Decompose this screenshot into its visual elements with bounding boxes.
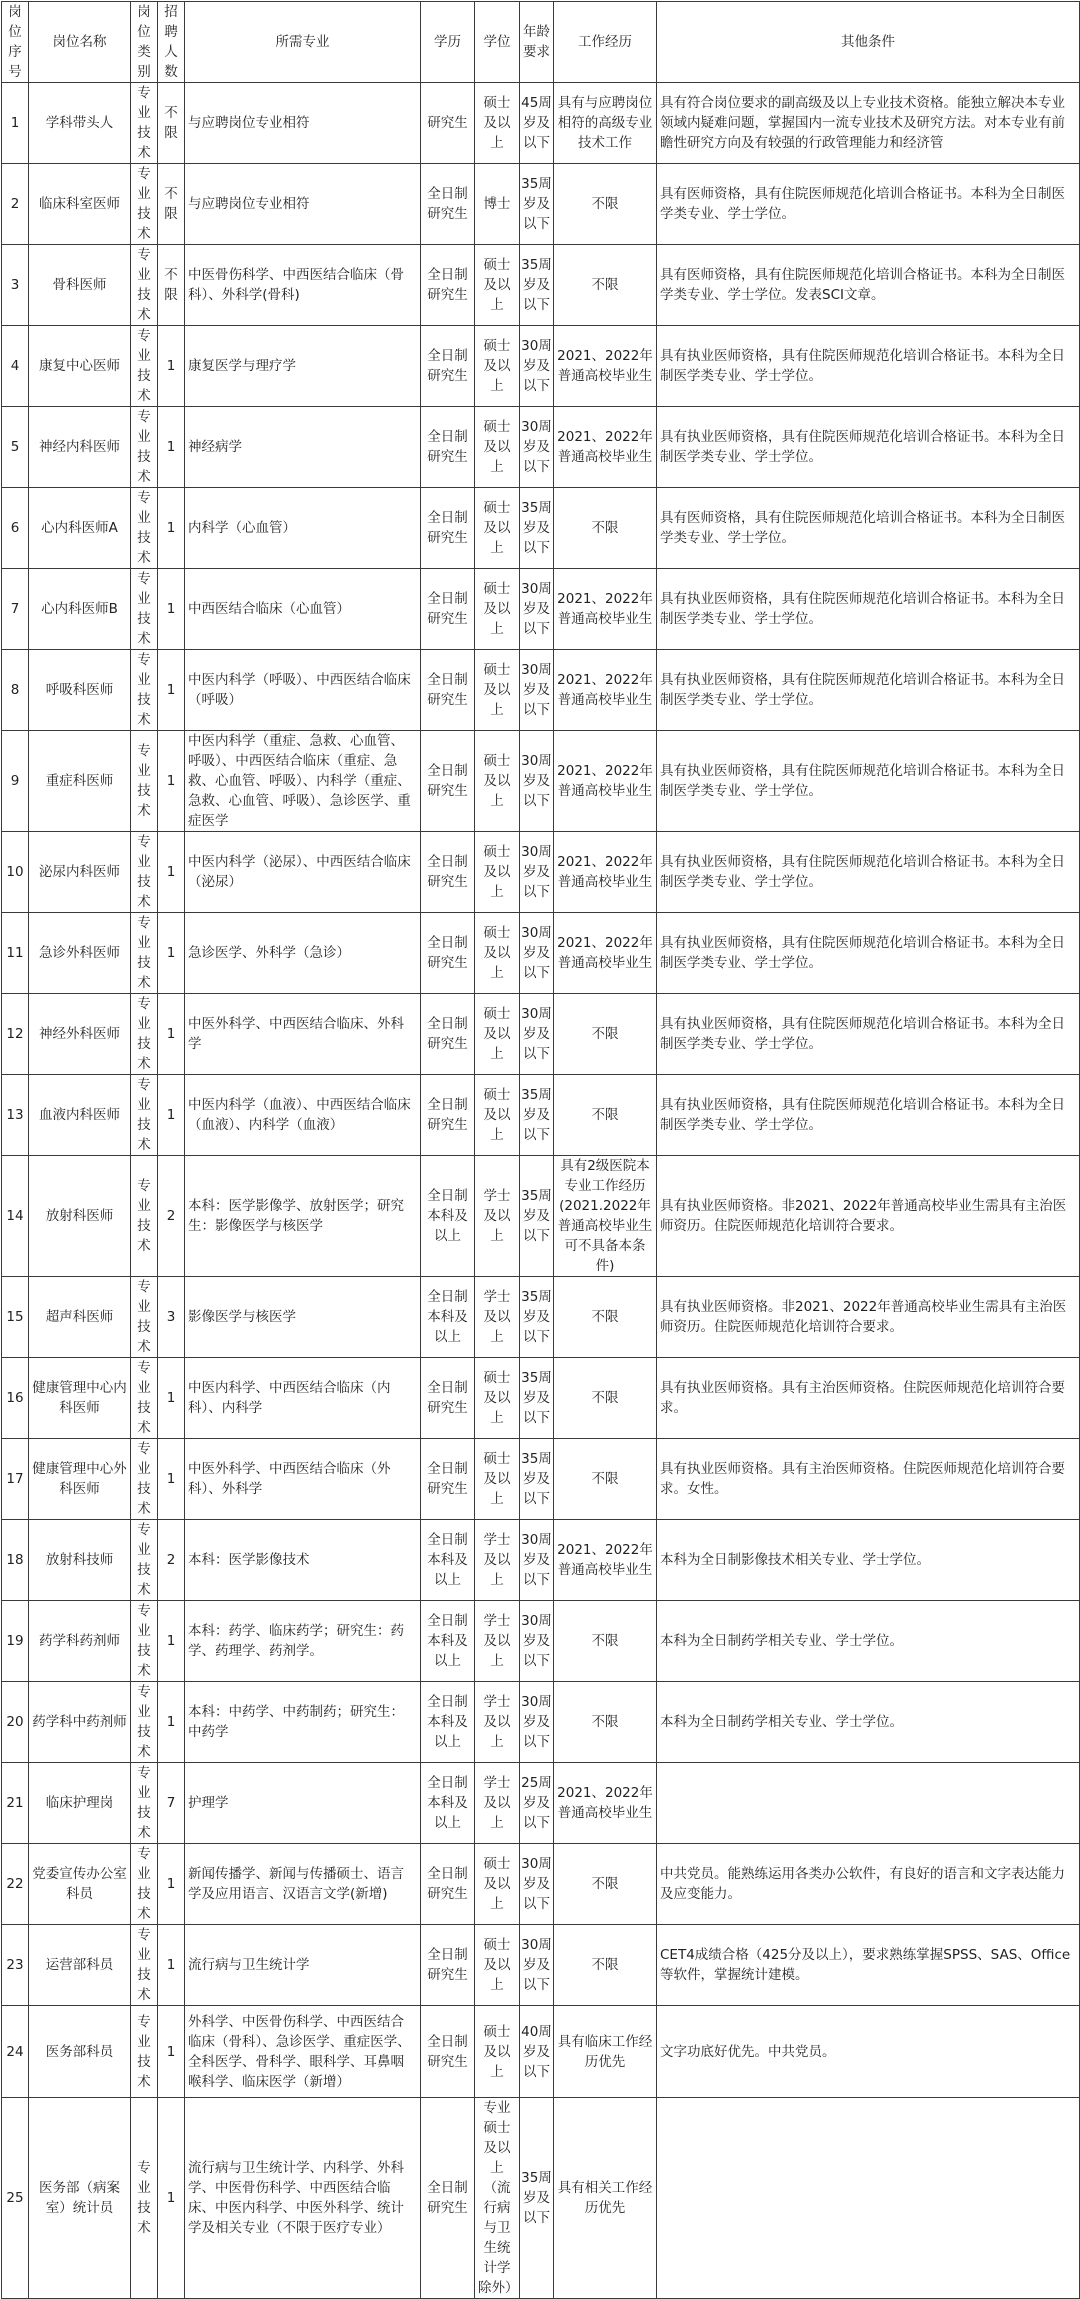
cell-no: 20 [2, 1682, 29, 1763]
cell-category: 专业技术 [131, 407, 158, 488]
cell-major: 中医内科学（血液）、中西医结合临床（血液）、内科学（血液） [185, 1075, 421, 1156]
table-row [2, 1844, 1080, 1925]
header-cell-count: 招聘人数 [158, 2, 185, 83]
cell-no: 5 [2, 407, 29, 488]
cell-name: 运营部科员 [29, 1925, 131, 2006]
cell-major: 中医骨伤科学、中西医结合临床（骨科）、外科学(骨科) [185, 245, 421, 326]
cell-age: 30周岁及以下 [520, 731, 554, 832]
cell-degree: 专业硕士及以上（流行病与卫生统计学除外） [475, 2098, 520, 2299]
cell-major: 本科：药学、临床药学；研究生：药学、药理学、药剂学。 [185, 1601, 421, 1682]
cell-degree: 硕士及以上 [475, 2006, 520, 2098]
cell-education: 全日制研究生 [421, 488, 475, 569]
cell-degree: 硕士及以上 [475, 407, 520, 488]
table-row [2, 913, 1080, 994]
cell-age: 30周岁及以下 [520, 1520, 554, 1601]
table-row [2, 569, 1080, 650]
cell-age: 35周岁及以下 [520, 488, 554, 569]
cell-other: 具有执业医师资格，具有住院医师规范化培训合格证书。本科为全日制医学类专业、学士学位。 [657, 832, 1080, 913]
cell-major: 急诊医学、外科学（急诊） [185, 913, 421, 994]
cell-degree: 硕士及以上 [475, 83, 520, 164]
cell-major: 中医内科学（呼吸）、中西医结合临床（呼吸） [185, 650, 421, 731]
table-row [2, 1358, 1080, 1439]
table-row [2, 1925, 1080, 2006]
cell-category: 专业技术 [131, 1763, 158, 1844]
table-row [2, 1763, 1080, 1844]
header-cell-education: 学历 [421, 2, 475, 83]
cell-count: 2 [158, 1156, 185, 1277]
cell-education: 全日制研究生 [421, 1358, 475, 1439]
cell-age: 35周岁及以下 [520, 1075, 554, 1156]
cell-count: 不限 [158, 83, 185, 164]
cell-count: 1 [158, 994, 185, 1075]
cell-experience: 2021、2022年普通高校毕业生 [554, 913, 657, 994]
cell-major: 本科：医学影像技术 [185, 1520, 421, 1601]
cell-degree: 硕士及以上 [475, 1844, 520, 1925]
cell-major: 影像医学与核医学 [185, 1277, 421, 1358]
cell-count: 1 [158, 1682, 185, 1763]
cell-other: 具有执业医师资格，具有住院医师规范化培训合格证书。本科为全日制医学类专业、学士学位。 [657, 650, 1080, 731]
cell-count: 1 [158, 407, 185, 488]
cell-count: 1 [158, 1844, 185, 1925]
cell-major: 本科：医学影像学、放射医学；研究生：影像医学与核医学 [185, 1156, 421, 1277]
cell-age: 25周岁及以下 [520, 1763, 554, 1844]
cell-category: 专业技术 [131, 1601, 158, 1682]
cell-degree: 硕士及以上 [475, 832, 520, 913]
cell-no: 14 [2, 1156, 29, 1277]
cell-other: 文字功底好优先。中共党员。 [657, 2006, 1080, 2098]
table-row [2, 832, 1080, 913]
cell-name: 重症科医师 [29, 731, 131, 832]
cell-name: 药学科药剂师 [29, 1601, 131, 1682]
cell-major: 护理学 [185, 1763, 421, 1844]
cell-age: 30周岁及以下 [520, 650, 554, 731]
table-header-row [2, 2, 1080, 83]
cell-name: 健康管理中心外科医师 [29, 1439, 131, 1520]
cell-degree: 学士及以上 [475, 1763, 520, 1844]
cell-no: 16 [2, 1358, 29, 1439]
cell-count: 1 [158, 1925, 185, 2006]
cell-age: 30周岁及以下 [520, 994, 554, 1075]
cell-major: 康复医学与理疗学 [185, 326, 421, 407]
cell-major: 中医外科学、中西医结合临床、外科学 [185, 994, 421, 1075]
cell-age: 35周岁及以下 [520, 1358, 554, 1439]
table-row [2, 1156, 1080, 1277]
cell-other: 具有执业医师资格，具有住院医师规范化培训合格证书。本科为全日制医学类专业、学士学位。 [657, 407, 1080, 488]
cell-degree: 硕士及以上 [475, 488, 520, 569]
cell-count: 1 [158, 1358, 185, 1439]
cell-age: 35周岁及以下 [520, 245, 554, 326]
table-row [2, 488, 1080, 569]
cell-age: 30周岁及以下 [520, 407, 554, 488]
cell-name: 康复中心医师 [29, 326, 131, 407]
cell-count: 3 [158, 1277, 185, 1358]
cell-other: 具有执业医师资格。非2021、2022年普通高校毕业生需具有主治医师资历。住院医师规范化培训符合要求。 [657, 1156, 1080, 1277]
cell-category: 专业技术 [131, 164, 158, 245]
cell-count: 1 [158, 569, 185, 650]
cell-other: 具有符合岗位要求的副高级及以上专业技术资格。能独立解决本专业领域内疑难问题，掌握国内一流专业技术及研究方法。对本专业有前瞻性研究方向及有较强的行政管理能力和经济管 [657, 83, 1080, 164]
table-row [2, 2006, 1080, 2098]
cell-experience: 不限 [554, 1925, 657, 2006]
cell-name: 骨科医师 [29, 245, 131, 326]
cell-category: 专业技术 [131, 245, 158, 326]
cell-other: 具有执业医师资格，具有住院医师规范化培训合格证书。本科为全日制医学类专业、学士学位。 [657, 569, 1080, 650]
cell-degree: 硕士及以上 [475, 569, 520, 650]
cell-category: 专业技术 [131, 1277, 158, 1358]
cell-other: 具有医师资格，具有住院医师规范化培训合格证书。本科为全日制医学类专业、学士学位。 [657, 488, 1080, 569]
cell-other: 具有执业医师资格，具有住院医师规范化培训合格证书。本科为全日制医学类专业、学士学位。 [657, 731, 1080, 832]
cell-category: 专业技术 [131, 1682, 158, 1763]
cell-no: 25 [2, 2098, 29, 2299]
header-cell-category: 岗位类别 [131, 2, 158, 83]
cell-no: 3 [2, 245, 29, 326]
table-row [2, 994, 1080, 1075]
table-row [2, 1277, 1080, 1358]
cell-count: 1 [158, 650, 185, 731]
cell-experience: 2021、2022年普通高校毕业生 [554, 832, 657, 913]
header-cell-no: 岗位序号 [2, 2, 29, 83]
table-row [2, 1439, 1080, 1520]
cell-experience: 不限 [554, 1601, 657, 1682]
cell-age: 30周岁及以下 [520, 1844, 554, 1925]
cell-degree: 学士及以上 [475, 1520, 520, 1601]
cell-no: 17 [2, 1439, 29, 1520]
cell-age: 35周岁及以下 [520, 1277, 554, 1358]
cell-category: 专业技术 [131, 569, 158, 650]
header-cell-other: 其他条件 [657, 2, 1080, 83]
cell-experience: 具有临床工作经历优先 [554, 2006, 657, 2098]
cell-other: 具有执业医师资格。非2021、2022年普通高校毕业生需具有主治医师资历。住院医师规范化培训符合要求。 [657, 1277, 1080, 1358]
header-cell-major: 所需专业 [185, 2, 421, 83]
cell-education: 全日制研究生 [421, 1075, 475, 1156]
cell-category: 专业技术 [131, 1925, 158, 2006]
cell-education: 全日制本科及以上 [421, 1682, 475, 1763]
cell-degree: 硕士及以上 [475, 650, 520, 731]
cell-other: 具有执业医师资格，具有住院医师规范化培训合格证书。本科为全日制医学类专业、学士学位。 [657, 1075, 1080, 1156]
cell-education: 全日制研究生 [421, 650, 475, 731]
cell-category: 专业技术 [131, 1844, 158, 1925]
cell-age: 35周岁及以下 [520, 1439, 554, 1520]
cell-age: 30周岁及以下 [520, 1925, 554, 2006]
cell-no: 9 [2, 731, 29, 832]
cell-education: 全日制研究生 [421, 2006, 475, 2098]
cell-major: 与应聘岗位专业相符 [185, 83, 421, 164]
cell-name: 血液内科医师 [29, 1075, 131, 1156]
cell-age: 35周岁及以下 [520, 1156, 554, 1277]
cell-count: 1 [158, 2098, 185, 2299]
cell-category: 专业技术 [131, 913, 158, 994]
cell-degree: 硕士及以上 [475, 731, 520, 832]
cell-age: 30周岁及以下 [520, 913, 554, 994]
cell-name: 党委宣传办公室科员 [29, 1844, 131, 1925]
cell-no: 12 [2, 994, 29, 1075]
cell-education: 全日制研究生 [421, 326, 475, 407]
cell-age: 40周岁及以下 [520, 2006, 554, 2098]
cell-degree: 学士及以上 [475, 1277, 520, 1358]
cell-education: 研究生 [421, 83, 475, 164]
cell-no: 13 [2, 1075, 29, 1156]
cell-no: 15 [2, 1277, 29, 1358]
cell-major: 流行病与卫生统计学 [185, 1925, 421, 2006]
header-cell-age: 年龄要求 [520, 2, 554, 83]
header-cell-degree: 学位 [475, 2, 520, 83]
cell-count: 1 [158, 1439, 185, 1520]
cell-name: 心内科医师B [29, 569, 131, 650]
cell-degree: 硕士及以上 [475, 1925, 520, 2006]
cell-experience: 2021、2022年普通高校毕业生 [554, 407, 657, 488]
table-row [2, 1075, 1080, 1156]
cell-name: 药学科中药剂师 [29, 1682, 131, 1763]
cell-age: 30周岁及以下 [520, 832, 554, 913]
cell-name: 医务部科员 [29, 2006, 131, 2098]
cell-count: 2 [158, 1520, 185, 1601]
cell-no: 19 [2, 1601, 29, 1682]
cell-other: 具有执业医师资格，具有住院医师规范化培训合格证书。本科为全日制医学类专业、学士学位。 [657, 326, 1080, 407]
cell-experience: 2021、2022年普通高校毕业生 [554, 1763, 657, 1844]
cell-no: 6 [2, 488, 29, 569]
cell-degree: 硕士及以上 [475, 1439, 520, 1520]
cell-degree: 学士及以上 [475, 1601, 520, 1682]
cell-other [657, 2098, 1080, 2299]
cell-no: 8 [2, 650, 29, 731]
cell-category: 专业技术 [131, 2098, 158, 2299]
cell-no: 21 [2, 1763, 29, 1844]
cell-degree: 硕士及以上 [475, 913, 520, 994]
cell-name: 临床护理岗 [29, 1763, 131, 1844]
cell-category: 专业技术 [131, 83, 158, 164]
cell-experience: 不限 [554, 994, 657, 1075]
cell-other: 具有执业医师资格。具有主治医师资格。住院医师规范化培训符合要求。女性。 [657, 1439, 1080, 1520]
cell-name: 神经外科医师 [29, 994, 131, 1075]
cell-major: 中医内科学（重症、急救、心血管、呼吸）、中西医结合临床（重症、急救、心血管、呼吸）、内科学（重症、急救、心血管、呼吸）、急诊医学、重症医学 [185, 731, 421, 832]
cell-education: 全日制研究生 [421, 832, 475, 913]
cell-experience: 具有2级医院本专业工作经历(2021.2022年普通高校毕业生可不具备本条件) [554, 1156, 657, 1277]
cell-other: 本科为全日制药学相关专业、学士学位。 [657, 1601, 1080, 1682]
table-row [2, 245, 1080, 326]
table-row [2, 83, 1080, 164]
cell-no: 4 [2, 326, 29, 407]
cell-other: CET4成绩合格（425分及以上），要求熟练掌握SPSS、SAS、Office等软件，掌握统计建模。 [657, 1925, 1080, 2006]
cell-experience: 2021、2022年普通高校毕业生 [554, 1520, 657, 1601]
cell-age: 35周岁及以下 [520, 164, 554, 245]
cell-major: 中医内科学、中西医结合临床（内科）、内科学 [185, 1358, 421, 1439]
cell-degree: 学士及以上 [475, 1156, 520, 1277]
cell-major: 中西医结合临床（心血管） [185, 569, 421, 650]
cell-other: 具有医师资格，具有住院医师规范化培训合格证书。本科为全日制医学类专业、学士学位。 [657, 164, 1080, 245]
cell-age: 45周岁及以下 [520, 83, 554, 164]
cell-count: 7 [158, 1763, 185, 1844]
cell-education: 全日制研究生 [421, 245, 475, 326]
cell-name: 临床科室医师 [29, 164, 131, 245]
cell-other: 具有执业医师资格，具有住院医师规范化培训合格证书。本科为全日制医学类专业、学士学位。 [657, 913, 1080, 994]
cell-no: 10 [2, 832, 29, 913]
cell-degree: 硕士及以上 [475, 1358, 520, 1439]
cell-experience: 不限 [554, 1277, 657, 1358]
cell-education: 全日制研究生 [421, 994, 475, 1075]
table-row [2, 1601, 1080, 1682]
cell-degree: 学士及以上 [475, 1682, 520, 1763]
cell-degree: 硕士及以上 [475, 1075, 520, 1156]
cell-count: 1 [158, 326, 185, 407]
cell-experience: 不限 [554, 1682, 657, 1763]
cell-education: 全日制本科及以上 [421, 1520, 475, 1601]
cell-education: 全日制研究生 [421, 569, 475, 650]
cell-no: 1 [2, 83, 29, 164]
cell-name: 心内科医师A [29, 488, 131, 569]
cell-count: 1 [158, 1075, 185, 1156]
cell-count: 1 [158, 832, 185, 913]
cell-major: 中医内科学（泌尿）、中西医结合临床（泌尿） [185, 832, 421, 913]
cell-category: 专业技术 [131, 1075, 158, 1156]
cell-degree: 硕士及以上 [475, 326, 520, 407]
table-body [2, 83, 1080, 2299]
cell-other: 本科为全日制影像技术相关专业、学士学位。 [657, 1520, 1080, 1601]
cell-education: 全日制研究生 [421, 913, 475, 994]
cell-count: 1 [158, 913, 185, 994]
cell-major: 神经病学 [185, 407, 421, 488]
cell-experience: 不限 [554, 164, 657, 245]
cell-degree: 博士 [475, 164, 520, 245]
cell-experience: 不限 [554, 1358, 657, 1439]
table-row [2, 326, 1080, 407]
cell-count: 不限 [158, 245, 185, 326]
cell-count: 1 [158, 1601, 185, 1682]
cell-category: 专业技术 [131, 1439, 158, 1520]
cell-name: 放射科技师 [29, 1520, 131, 1601]
cell-education: 全日制研究生 [421, 2098, 475, 2299]
cell-count: 1 [158, 2006, 185, 2098]
table-row [2, 407, 1080, 488]
cell-major: 新闻传播学、新闻与传播硕士、语言学及应用语言、汉语言文学(新增) [185, 1844, 421, 1925]
cell-age: 30周岁及以下 [520, 1601, 554, 1682]
cell-no: 18 [2, 1520, 29, 1601]
cell-age: 30周岁及以下 [520, 569, 554, 650]
cell-name: 泌尿内科医师 [29, 832, 131, 913]
cell-no: 11 [2, 913, 29, 994]
cell-name: 神经内科医师 [29, 407, 131, 488]
cell-category: 专业技术 [131, 650, 158, 731]
cell-degree: 硕士及以上 [475, 994, 520, 1075]
cell-education: 全日制本科及以上 [421, 1763, 475, 1844]
cell-education: 全日制本科及以上 [421, 1277, 475, 1358]
cell-name: 超声科医师 [29, 1277, 131, 1358]
cell-category: 专业技术 [131, 1520, 158, 1601]
cell-count: 1 [158, 731, 185, 832]
cell-education: 全日制研究生 [421, 1439, 475, 1520]
cell-category: 专业技术 [131, 832, 158, 913]
cell-education: 全日制研究生 [421, 731, 475, 832]
cell-name: 医务部（病案室）统计员 [29, 2098, 131, 2299]
cell-education: 全日制研究生 [421, 1925, 475, 2006]
table-row [2, 1682, 1080, 1763]
cell-name: 放射科医师 [29, 1156, 131, 1277]
cell-major: 与应聘岗位专业相符 [185, 164, 421, 245]
cell-experience: 不限 [554, 488, 657, 569]
cell-name: 呼吸科医师 [29, 650, 131, 731]
cell-major: 中医外科学、中西医结合临床（外科）、外科学 [185, 1439, 421, 1520]
cell-education: 全日制研究生 [421, 407, 475, 488]
cell-experience: 2021、2022年普通高校毕业生 [554, 569, 657, 650]
cell-major: 本科：中药学、中药制药；研究生：中药学 [185, 1682, 421, 1763]
cell-no: 23 [2, 1925, 29, 2006]
table-row [2, 1520, 1080, 1601]
cell-experience: 具有与应聘岗位相符的高级专业技术工作 [554, 83, 657, 164]
cell-other: 具有医师资格，具有住院医师规范化培训合格证书。本科为全日制医学类专业、学士学位。发表SCI文章。 [657, 245, 1080, 326]
cell-experience: 不限 [554, 1439, 657, 1520]
cell-age: 35周岁及以下 [520, 2098, 554, 2299]
cell-education: 全日制本科及以上 [421, 1156, 475, 1277]
cell-experience: 具有相关工作经历优先 [554, 2098, 657, 2299]
cell-other: 本科为全日制药学相关专业、学士学位。 [657, 1682, 1080, 1763]
cell-no: 22 [2, 1844, 29, 1925]
cell-age: 30周岁及以下 [520, 326, 554, 407]
table-row [2, 650, 1080, 731]
cell-category: 专业技术 [131, 994, 158, 1075]
cell-other: 具有执业医师资格。具有主治医师资格。住院医师规范化培训符合要求。 [657, 1358, 1080, 1439]
header-cell-name: 岗位名称 [29, 2, 131, 83]
cell-experience: 2021、2022年普通高校毕业生 [554, 731, 657, 832]
cell-category: 专业技术 [131, 488, 158, 569]
cell-other: 具有执业医师资格，具有住院医师规范化培训合格证书。本科为全日制医学类专业、学士学位。 [657, 994, 1080, 1075]
cell-name: 学科带头人 [29, 83, 131, 164]
cell-category: 专业技术 [131, 2006, 158, 2098]
table-row [2, 2098, 1080, 2299]
cell-major: 外科学、中医骨伤科学、中西医结合临床（骨科）、急诊医学、重症医学、全科医学、骨科学、眼科学、耳鼻咽喉科学、临床医学（新增） [185, 2006, 421, 2098]
cell-major: 内科学（心血管） [185, 488, 421, 569]
recruitment-table [1, 1, 1080, 2299]
cell-education: 全日制研究生 [421, 164, 475, 245]
cell-category: 专业技术 [131, 1358, 158, 1439]
cell-experience: 2021、2022年普通高校毕业生 [554, 326, 657, 407]
cell-count: 1 [158, 488, 185, 569]
table-row [2, 731, 1080, 832]
cell-experience: 2021、2022年普通高校毕业生 [554, 650, 657, 731]
cell-name: 急诊外科医师 [29, 913, 131, 994]
table-row [2, 164, 1080, 245]
cell-no: 7 [2, 569, 29, 650]
header-cell-experience: 工作经历 [554, 2, 657, 83]
cell-degree: 硕士及以上 [475, 245, 520, 326]
cell-category: 专业技术 [131, 326, 158, 407]
cell-experience: 不限 [554, 245, 657, 326]
cell-category: 专业技术 [131, 731, 158, 832]
cell-experience: 不限 [554, 1075, 657, 1156]
cell-age: 30周岁及以下 [520, 1682, 554, 1763]
cell-other: 中共党员。能熟练运用各类办公软件，有良好的语言和文字表达能力及应变能力。 [657, 1844, 1080, 1925]
cell-other [657, 1763, 1080, 1844]
cell-no: 2 [2, 164, 29, 245]
cell-experience: 不限 [554, 1844, 657, 1925]
cell-major: 流行病与卫生统计学、内科学、外科学、中医骨伤科学、中西医结合临床、中医内科学、中医外科学、统计学及相关专业（不限于医疗专业） [185, 2098, 421, 2299]
cell-no: 24 [2, 2006, 29, 2098]
cell-name: 健康管理中心内科医师 [29, 1358, 131, 1439]
cell-count: 不限 [158, 164, 185, 245]
cell-education: 全日制本科及以上 [421, 1601, 475, 1682]
cell-category: 专业技术 [131, 1156, 158, 1277]
cell-education: 全日制研究生 [421, 1844, 475, 1925]
